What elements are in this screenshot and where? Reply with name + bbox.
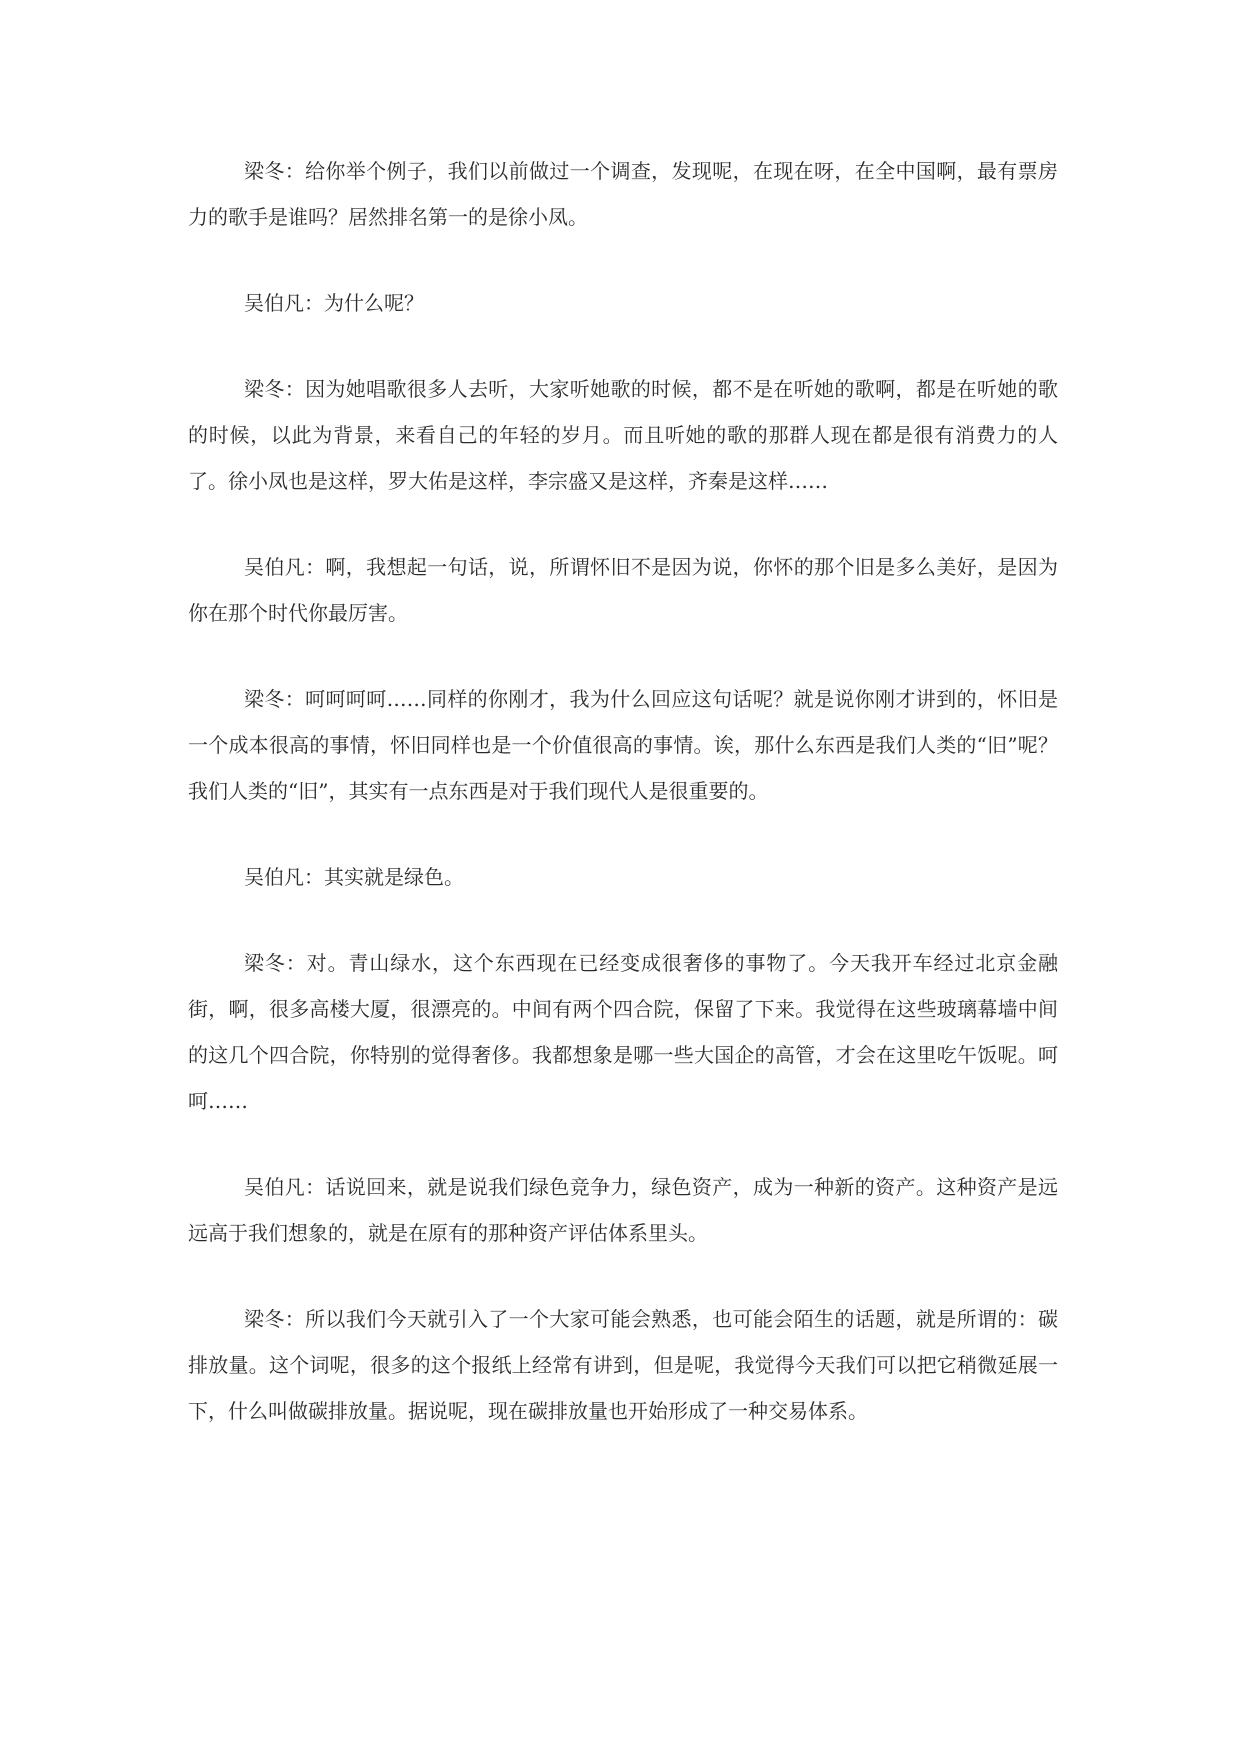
dialogue-paragraph-2: 吴伯凡：为什么呢？ <box>244 291 424 315</box>
document-body <box>188 148 1058 1474</box>
dialogue-paragraph-9: 梁冬：所以我们今天就引入了一个大家可能会熟悉，也可能会陌生的话题，就是所谓的：碳排放量。这个词呢，很多的这个报纸上经常有讲到，但是呢，我觉得今天我们可以把它稍微延展一下，什么叫做碳排放量。据说呢，现在碳排放量也开始形成了一种交易体系。 <box>188 1307 1058 1423</box>
dialogue-paragraph-1: 梁冬：给你举个例子，我们以前做过一个调查，发现呢，在现在呀，在全中国啊，最有票房力的歌手是谁吗？居然排名第一的是徐小凤。 <box>188 159 1058 229</box>
dialogue-paragraph-4: 吴伯凡：啊，我想起一句话，说，所谓怀旧不是因为说，你怀的那个旧是多么美好，是因为你在那个时代你最厉害。 <box>188 555 1058 625</box>
dialogue-paragraph-6: 吴伯凡：其实就是绿色。 <box>244 865 464 889</box>
dialogue-paragraph-7: 梁冬：对。青山绿水，这个东西现在已经变成很奢侈的事物了。今天我开车经过北京金融街，啊，很多高楼大厦，很漂亮的。中间有两个四合院，保留了下来。我觉得在这些玻璃幕墙中间的这几个四合院，你特别的觉得奢侈。我都想象是哪一些大国企的高管，才会在这里吃午饭呢。呵呵…… <box>188 951 1058 1113</box>
dialogue-paragraph-3: 梁冬：因为她唱歌很多人去听，大家听她歌的时候，都不是在听她的歌啊，都是在听她的歌的时候，以此为背景，来看自己的年轻的岁月。而且听她的歌的那群人现在都是很有消费力的人了。徐小凤也是这样，罗大佑是这样，李宗盛又是这样，齐秦是这样…… <box>188 377 1058 493</box>
dialogue-paragraph-5: 梁冬：呵呵呵呵……同样的你刚才，我为什么回应这句话呢？就是说你刚才讲到的，怀旧是一个成本很高的事情，怀旧同样也是一个价值很高的事情。诶，那什么东西是我们人类的“旧”呢？我们人类的“旧”，其实有一点东西是对于我们现代人是很重要的。 <box>188 687 1058 803</box>
dialogue-paragraph-8: 吴伯凡：话说回来，就是说我们绿色竞争力，绿色资产，成为一种新的资产。这种资产是远远高于我们想象的，就是在原有的那种资产评估体系里头。 <box>188 1175 1058 1245</box>
